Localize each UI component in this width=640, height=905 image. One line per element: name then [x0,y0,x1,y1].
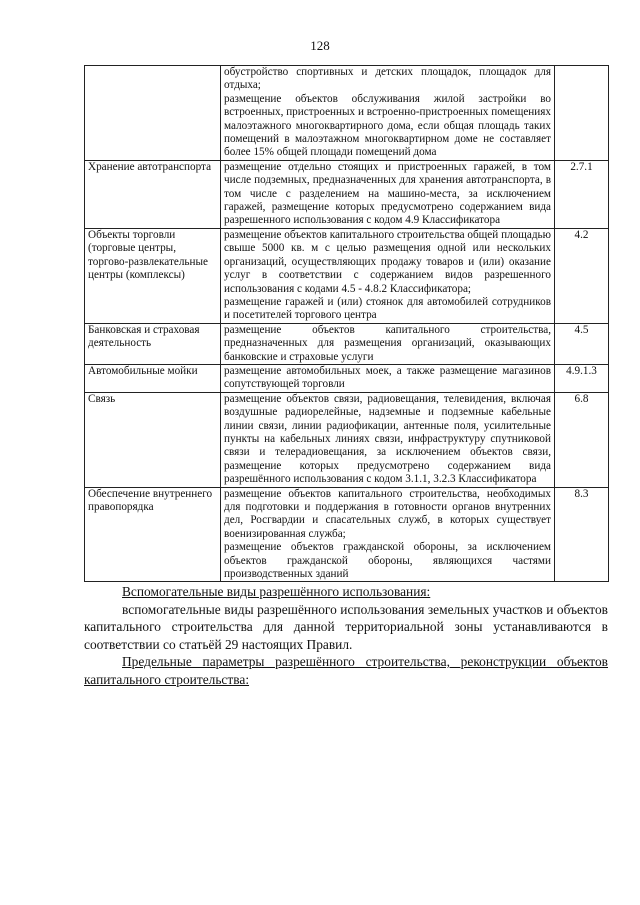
use-code-cell [555,66,609,161]
use-code-cell: 6.8 [555,392,609,487]
permitted-use-table [84,65,609,582]
description-paragraph: размещение автомобильных моек, а также размещение магазинов сопутствующей торговли [224,364,551,391]
description-paragraph: размещение гаражей и (или) стоянок для автомобилей сотрудников и посетителей торгового центра [224,295,551,322]
use-description-cell [221,364,555,392]
limits-heading: Предельные параметры разрешённого строительства, реконструкции объектов капитального строительства: [84,654,608,687]
use-name-cell: Объекты торговли (торговые центры, торгово-развлекательные центры (комплексы) [85,228,221,323]
description-paragraph: обустройство спортивных и детских площадок, площадок для отдыха; [224,66,551,92]
description-paragraph: размещение объектов капитального строительства, предназначенных для размещения организаций, оказывающих банковские и страховые услуги [224,323,551,363]
table-row [85,323,609,364]
table-row [85,160,609,228]
use-description-cell [221,160,555,228]
table-row [85,392,609,487]
table-row [85,364,609,392]
table-row [85,228,609,323]
description-paragraph: размещение объектов капитального строительства, необходимых для подготовки и поддержания в готовности органов внутренних дел, Росгвардии и спасательных служб, в которых существует военизированная служба; [224,487,551,540]
table-row [85,487,609,582]
use-code-cell: 4.9.1.3 [555,364,609,392]
use-description-cell [221,487,555,582]
use-code-cell: 4.2 [555,228,609,323]
description-paragraph: размещение отдельно стоящих и пристроенных гаражей, в том числе подземных, предназначенных для хранения автотранспорта, в том числе с разделением на машино-места, за исключением гаражей, размещение которых предусмотрено содержанием вида разрешенного использования с кодом 4.9 Классификатора [224,160,551,227]
page-number: 128 [310,38,330,53]
description-paragraph: размещение объектов капитального строительства общей площадью свыше 5000 кв. м с целью размещения одной или нескольких организаций, осуществляющих продажу товаров и (или) оказание услуг в соответствии с содержанием видов разрешенного использования с кодами 4.5 - 4.8.2 Классификатора; [224,228,551,295]
use-name-cell: Хранение автотранспорта [85,160,221,228]
auxiliary-text: вспомогательные виды разрешённого использования земельных участков и объектов капитального строительства для данной территориальной зоны устанавливаются в соответствии со статьёй 29 настоящих Правил. [84,601,608,652]
auxiliary-section [84,583,608,688]
use-code-cell: 4.5 [555,323,609,364]
use-code-cell: 2.7.1 [555,160,609,228]
use-name-cell: Автомобильные мойки [85,364,221,392]
use-name-cell [85,66,221,161]
description-paragraph: размещение объектов связи, радиовещания, телевидения, включая воздушные радиорелейные, надземные и подземные кабельные линии связи, линии радиофикации, антенные поля, усилительные пункты на кабельных линиях связи, инфраструктуру спутниковой связи и телерадиовещания, за исключением объектов связи, размещение которых предусмотрено содержанием вида разрешённого использования с кодом 3.1.1, 3.2.3 Классификатора [224,392,551,486]
use-name-cell: Обеспечение внутреннего правопорядка [85,487,221,582]
use-name-cell: Банковская и страховая деятельность [85,323,221,364]
use-description-cell [221,66,555,161]
description-paragraph: размещение объектов обслуживания жилой застройки во встроенных, пристроенных и встроенно-пристроенных помещениях малоэтажного многоквартирного дома, если общая площадь таких помещений в малоэтажном многоквартирном доме не составляет более 15% общей площади помещений дома [224,92,551,159]
use-code-cell: 8.3 [555,487,609,582]
use-name-cell: Связь [85,392,221,487]
auxiliary-heading: Вспомогательные виды разрешённого использования: [122,584,431,599]
description-paragraph: размещение объектов гражданской обороны, за исключением объектов гражданской обороны, являющихся частями производственных зданий [224,541,551,581]
use-description-cell [221,323,555,364]
table-row [85,66,609,161]
use-description-cell [221,392,555,487]
use-description-cell [221,228,555,323]
